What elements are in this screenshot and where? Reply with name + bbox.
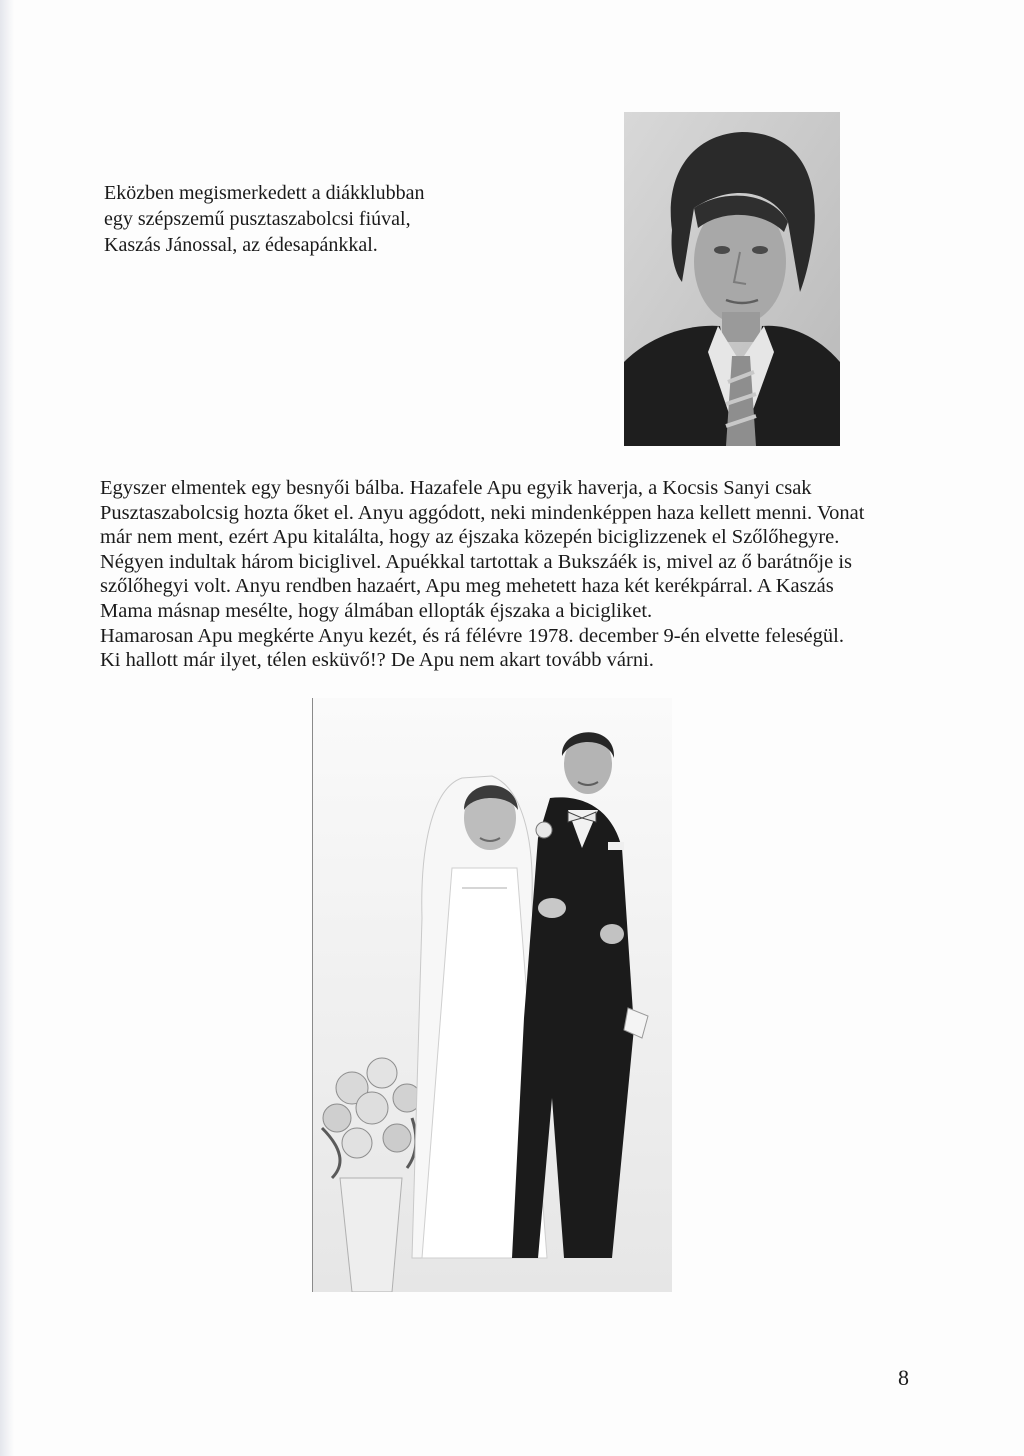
intro-line: egy szépszemű pusztaszabolcsi fiúval, [104,208,411,230]
intro-line: Eközben megismerkedett a diákklubban [104,182,425,204]
story-line: Négyen indultak három biciglivel. Apuékkal tartottak a Bukszáék is, mivel az ő barátnője is [100,550,853,573]
wedding-photo-image [312,698,672,1292]
story-line: Mama másnap mesélte, hogy álmában ellopták éjszaka a bicigliket. [100,599,653,622]
page-edge-shadow [0,0,14,1456]
page-number: 8 [898,1365,909,1390]
portrait-photo [624,112,840,446]
portrait-photo-image [624,112,840,446]
story-line: szőlőhegyi volt. Anyu rendben hazaért, Apu meg mehetett haza két kerékpárral. A Kaszás [100,575,834,598]
story-line: Pusztaszabolcsig hozta őket el. Anyu aggódott, neki mindenképpen haza kellett menni. Vonat [100,501,865,524]
story-paragraph [100,476,930,673]
story-line: már nem ment, ezért Apu kitalálta, hogy az éjszaka közepén biciglizzenek el Szőlőhegyre. [100,526,840,549]
intro-paragraph [104,180,524,258]
story-line: Hamarosan Apu megkérte Anyu kezét, és rá félévre 1978. december 9-én elvette feleségül. [100,624,844,647]
wedding-photo [312,698,672,1292]
intro-line: Kaszás Jánossal, az édesapánkkal. [104,234,378,256]
story-line: Ki hallott már ilyet, télen esküvő!? De Apu nem akart tovább várni. [100,649,654,672]
story-line: Egyszer elmentek egy besnyői bálba. Hazafele Apu egyik haverja, a Kocsis Sanyi csak [100,477,812,499]
